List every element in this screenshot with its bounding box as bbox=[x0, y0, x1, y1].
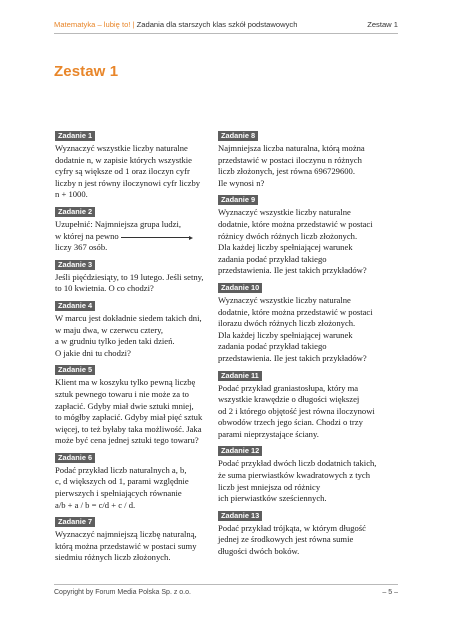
task-text-line: że suma pierwiastków kwadratowych z tych bbox=[218, 470, 371, 481]
task-7 bbox=[55, 511, 230, 564]
task-text-line: dodatnie n, w zapisie których wszystkie bbox=[55, 154, 192, 165]
task-label: Zadanie 7 bbox=[55, 517, 95, 527]
task-text-line: ich pierwiastków sześciennych. bbox=[218, 493, 327, 504]
task-text-line: zadania podać przykład takiego bbox=[218, 341, 327, 352]
task-text-line: liczby n jest równy iloczynowi cyfr liczby bbox=[55, 177, 201, 188]
task-1 bbox=[55, 125, 230, 201]
task-label: Zadanie 11 bbox=[218, 371, 262, 381]
task-text-line: przedstawić w postaci iloczynu n różnych bbox=[218, 154, 362, 165]
running-header bbox=[54, 19, 398, 31]
task-text-line: dodatnie, które można przedstawić w postaci bbox=[218, 218, 373, 229]
fill-in-blank-arrow bbox=[121, 231, 193, 239]
task-text-line: w maju dwa, w czerwcu cztery, bbox=[55, 324, 164, 335]
task-12 bbox=[218, 440, 398, 504]
task-10 bbox=[218, 277, 398, 365]
task-text-line: Podać przykład trójkąta, w którym długość bbox=[218, 522, 366, 533]
task-text-line: jednej ze środkowych jest równa sumie bbox=[218, 534, 354, 545]
task-9 bbox=[218, 189, 398, 277]
task-text-line: Wyznaczyć najmniejszą liczbę naturalną, bbox=[55, 529, 197, 540]
task-text-line: to 10 kwietnia. O co chodzi? bbox=[55, 283, 154, 294]
task-text-line: c, d większych od 1, parami względnie bbox=[55, 476, 189, 487]
task-13 bbox=[218, 505, 398, 558]
task-text-line-with-blank bbox=[55, 231, 230, 243]
task-label: Zadanie 6 bbox=[55, 453, 95, 463]
task-text-fragment: w której na pewno bbox=[55, 230, 119, 241]
task-text-line: Podać przykład liczb naturalnych a, b, bbox=[55, 464, 187, 475]
page-title: Zestaw 1 bbox=[54, 63, 119, 80]
task-text-line: O jakie dni tu chodzi? bbox=[55, 347, 131, 358]
task-text-line: Dla każdej liczby spełniającej warunek bbox=[218, 329, 353, 340]
page-footer bbox=[54, 589, 398, 596]
task-equation-line: a/b + a / b = c/d + c / d. bbox=[55, 499, 136, 510]
task-text-line: Najmniejsza liczba naturalna, którą można bbox=[218, 143, 365, 153]
task-text-line: obwodów trzech jego ścian. Chodzi o trzy bbox=[218, 417, 363, 428]
task-text-line: zadania podać przykład takiego bbox=[218, 253, 327, 264]
task-8 bbox=[218, 125, 398, 189]
header-brand: Matematyka – lubię to! bbox=[54, 20, 131, 29]
task-text-line: Wyznaczyć wszystkie liczby naturalne bbox=[218, 294, 351, 305]
task-text-line: pierwszych i spełniających równanie bbox=[55, 488, 182, 499]
task-text-line: liczb jest mniejsza od różnicy bbox=[218, 481, 321, 492]
task-text-line: Podać przykład dwóch liczb dodatnich takich, bbox=[218, 458, 377, 469]
task-text-line: a w grudniu tylko jeden taki dzień. bbox=[55, 336, 175, 347]
task-text-line: Uzupełnić: Najmniejsza grupa ludzi, bbox=[55, 218, 181, 229]
task-text-line: Jeśli pięćdziesiąty, to 19 lutego. Jeśli setny, bbox=[55, 271, 204, 282]
task-text-line: dodatnie, które można przedstawić w postaci bbox=[218, 306, 373, 317]
left-column bbox=[55, 125, 230, 564]
task-label: Zadanie 4 bbox=[55, 301, 95, 311]
task-text-line: Podać przykład graniastosłupa, który ma bbox=[218, 382, 359, 393]
task-text-line: zapłacić. Gdyby miał dwie sztuki mniej, bbox=[55, 400, 194, 411]
task-6 bbox=[55, 447, 230, 511]
task-text-line: wszystkie krawędzie o długości większej bbox=[218, 394, 360, 405]
task-label: Zadanie 3 bbox=[55, 260, 95, 270]
task-text-line: W marcu jest dokładnie siedem takich dni, bbox=[55, 312, 202, 323]
task-11 bbox=[218, 365, 398, 441]
task-label: Zadanie 12 bbox=[218, 446, 262, 456]
task-text-line: przedstawienia. Ile jest takich przykładów? bbox=[218, 265, 367, 276]
task-text-line: Wyznaczyć wszystkie liczby naturalne bbox=[55, 143, 188, 153]
task-text-line: siedmiu różnych liczb złożonych. bbox=[55, 552, 171, 563]
task-text-line: Klient ma w koszyku tylko pewną liczbę bbox=[55, 377, 196, 388]
task-label: Zadanie 5 bbox=[55, 365, 95, 375]
task-label: Zadanie 1 bbox=[55, 131, 95, 141]
header-set-label: Zestaw 1 bbox=[367, 20, 398, 29]
footer-divider bbox=[54, 584, 398, 585]
task-text-line: liczy 367 osób. bbox=[55, 242, 108, 253]
task-label: Zadanie 2 bbox=[55, 207, 95, 217]
task-label: Zadanie 9 bbox=[218, 195, 258, 205]
footer-copyright: Copyright by Forum Media Polska Sp. z o.o. bbox=[54, 589, 191, 596]
task-text-line: Dla każdej liczby spełniającej warunek bbox=[218, 242, 353, 253]
header-separator: | bbox=[130, 20, 137, 29]
task-label: Zadanie 13 bbox=[218, 511, 262, 521]
task-text-line: długości dwóch boków. bbox=[218, 546, 300, 557]
task-label: Zadanie 8 bbox=[218, 131, 258, 141]
task-4 bbox=[55, 295, 230, 359]
task-text-line: ilorazu dwóch różnych liczb złożonych. bbox=[218, 318, 356, 329]
task-text-line: Ile wynosi n? bbox=[218, 177, 265, 188]
task-text-line: Wyznaczyć wszystkie liczby naturalne bbox=[218, 207, 351, 218]
task-text-line: którą można przedstawić w postaci sumy bbox=[55, 540, 197, 551]
header-subtitle: Zadania dla starszych klas szkół podstawowych bbox=[136, 20, 298, 29]
task-label: Zadanie 10 bbox=[218, 283, 262, 293]
task-5 bbox=[55, 359, 230, 447]
task-text-line: to mógłby zapłacić. Gdyby miał pięć sztuk bbox=[55, 412, 203, 423]
task-text-line: od 2 i którego objętość jest równa iloczynowi bbox=[218, 405, 375, 416]
task-2 bbox=[55, 201, 230, 254]
task-text-line: liczb złożonych, jest równa 696729600. bbox=[218, 166, 355, 177]
task-text-line: sztuk pewnego towaru i nie może za to bbox=[55, 388, 189, 399]
task-text-line: cyfry są większe od 1 oraz iloczyn cyfr bbox=[55, 166, 190, 177]
page-number: – 5 – bbox=[382, 589, 398, 596]
right-column bbox=[218, 125, 398, 558]
task-text-line: może być cena jednej sztuki tego towaru? bbox=[55, 435, 199, 446]
header-divider bbox=[54, 33, 398, 34]
task-text-line: więcej, to też byłaby taka możliwość. Jaka bbox=[55, 423, 202, 434]
task-3 bbox=[55, 254, 230, 295]
task-text-line: różnicy dwóch różnych liczb złożonych. bbox=[218, 230, 358, 241]
task-text-line: parami nieprzystające ściany. bbox=[218, 428, 319, 439]
task-text-line: przedstawienia. Ile jest takich przykładów? bbox=[218, 352, 367, 363]
task-text-line: n + 1000. bbox=[55, 189, 88, 200]
